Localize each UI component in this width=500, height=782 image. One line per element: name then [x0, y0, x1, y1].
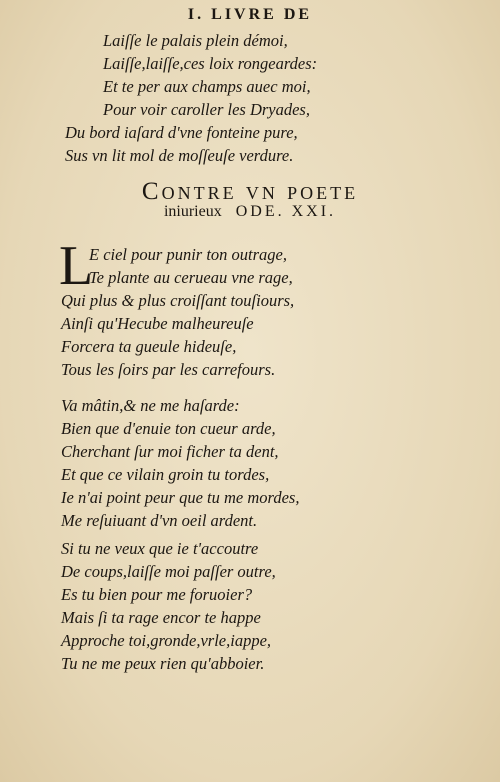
verse-line: De coups,laiſſe moi paſſer outre,	[61, 562, 276, 581]
verse-line: Cherchant ſur moi ficher ta dent,	[61, 442, 279, 461]
verse-line: Approche toi,gronde,vrle,iappe,	[61, 631, 272, 650]
verse-line: Me reſuiuant d'vn oeil ardent.	[61, 511, 258, 530]
running-head: I. LIVRE DE	[187, 6, 313, 23]
verse-line: Bien que d'enuie ton cueur arde,	[61, 419, 276, 438]
stanza-2	[0, 394, 299, 532]
verse-line: Mais ſi ta rage encor te happe	[61, 608, 261, 627]
verse-line: Va mâtin,& ne me haſarde:	[61, 396, 240, 415]
drop-cap: L	[59, 235, 94, 297]
verse-line: E ciel pour punir ton outrage,	[89, 245, 287, 264]
stanza-3	[0, 537, 276, 675]
ode-subtitle-line	[0, 203, 500, 221]
verse-line: Et que ce vilain groin tu tordes,	[61, 465, 270, 484]
ode-number: ODE. XXI.	[235, 203, 337, 220]
verse-line: Du bord iaſard d'vne fonteine pure,	[65, 123, 298, 142]
verse-line: Ainſi qu'Hecube malheureuſe	[61, 314, 254, 333]
verse-line: Laiſſe le palais plein démoi,	[103, 31, 288, 50]
ode-subtitle: iniurieux	[163, 203, 222, 220]
verse-line: Sus vn lit mol de moſſeuſe verdure.	[65, 146, 294, 165]
verse-line: Tu ne me peux rien qu'abboier.	[61, 654, 265, 673]
verse-line: Tous les ſoirs par les carrefours.	[61, 360, 276, 379]
verse-line: Te plante au cerueau vne rage,	[89, 268, 293, 287]
ode-title: Contre vn poete	[141, 178, 359, 205]
verse-line: Et te per aux champs auec moi,	[103, 77, 311, 96]
stanza-1	[0, 243, 294, 381]
verse-line: Pour voir caroller les Dryades,	[103, 100, 310, 119]
stanza-top	[0, 29, 317, 167]
verse-line: Qui plus & plus croiſſant touſiours,	[61, 291, 295, 310]
verse-line: Es tu bien pour me foruoier?	[61, 585, 253, 604]
verse-line: Si tu ne veux que ie t'accoutre	[61, 539, 259, 558]
verse-line: Laiſſe,laiſſe,ces loix rongeardes:	[103, 54, 318, 73]
verse-line: Forcera ta gueule hideuſe,	[61, 337, 237, 356]
verse-line: Ie n'ai point peur que tu me mordes,	[61, 488, 300, 507]
